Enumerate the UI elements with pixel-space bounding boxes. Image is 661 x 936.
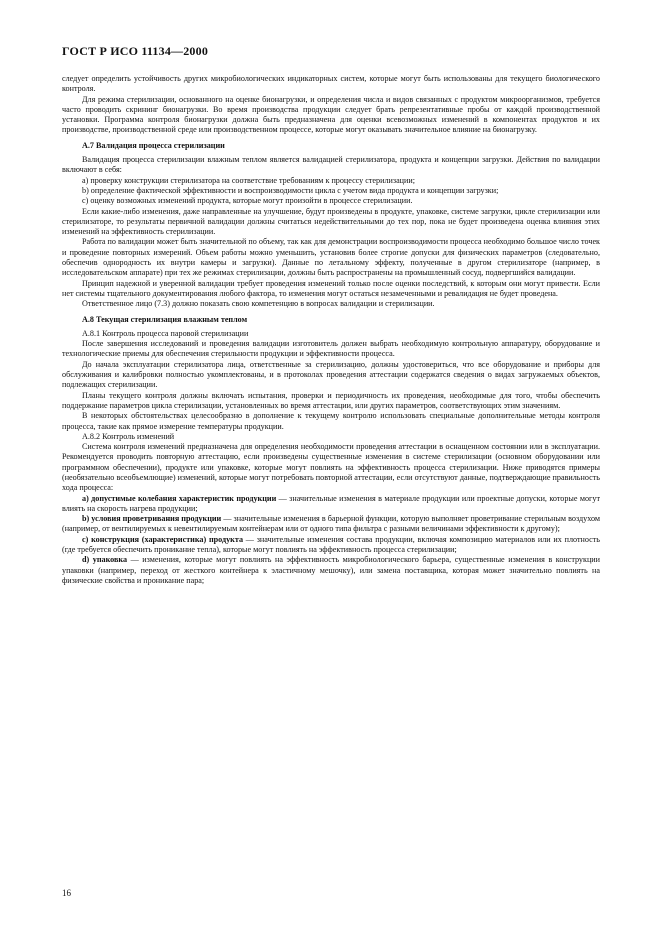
list-item-label: c) конструкция (характеристика) продукта	[82, 534, 244, 544]
list-item	[62, 514, 600, 535]
document-header: ГОСТ Р ИСО 11134—2000	[62, 44, 209, 58]
paragraph: В некоторых обстоятельствах целесообразно в дополнение к текущему контролю использовать специальные дополнительные методы контроля процесса, такие как прямое измерение температуры продукции.	[62, 411, 600, 431]
list-item: a) проверку конструкции стерилизатора на соответствие требованиям к процессу стерилизации;	[82, 175, 415, 185]
paragraph: Валидация процесса стерилизации влажным теплом является валидацией стерилизатора, продукта и концепции загрузки. Действия по валидации включают в себя:	[62, 155, 600, 175]
paragraph: После завершения исследований и проведения валидации изготовитель должен выбрать необходимую контрольную аппаратуру, оборудование и технологические приемы для обеспечения стерильности продукции и эффективности процесса.	[62, 339, 600, 359]
list-item: c) оценку возможных изменений продукта, которые могут произойти в процессе стерилизации.	[82, 196, 413, 206]
list-item-text: — значительные изменения в барьерной функции, которую выполняет проветривание стерильным воздухом (например, от вентилируемых к невентилируемым контейнерам или от одного типа фильтра с разными величинами эффективности к другому);	[62, 514, 601, 534]
list-item-label: d) упаковка	[82, 555, 128, 565]
list-item	[62, 555, 600, 586]
paragraph: Работа по валидации может быть значительной по объему, так как для демонстрации воспроизводимости процесса необходимо большое число точек и проведение повторных измерений. Объем работы можно уменьшить, установив более строгие допуски для физических параметров (следовательно, обеспечив однородность их внутри камеры и загрузки). Данные по летальному эффекту, полученные в другом стерилизаторе (например, в исследовательском аппарате) при тех же режимах стерилизации, должны быть распространены на промышленный сосуд, подвергшийся валидации.	[62, 237, 600, 278]
section-heading-a7: А.7 Валидация процесса стерилизации	[82, 140, 225, 150]
subsection-heading: А.8.2 Контроль изменений	[82, 431, 175, 441]
paragraph: Принцип надежной и уверенной валидации требует проведения изменений только после оценки последствий, к которым они могут привести. Если нет системы тщательного документирования любого фактора, то изменения могут остаться незамеченными и ревалидация не будет проведена.	[62, 278, 600, 298]
paragraph: Ответственное лицо (7.3) должно показать свою компетенцию в вопросах валидации и стерилизации.	[82, 299, 435, 309]
list-item: b) определение фактической эффективности и воспроизводимости цикла с учетом вида продукта и концепции загрузки;	[82, 185, 499, 195]
paragraph: Если какие-либо изменения, даже направленные на улучшение, будут произведены в продукте, упаковке, системе загрузки, цикле стерилизации или стерилизаторе, то результаты первичной валидации должны считаться недействительными до тех пор, пока не будет произведена оценка влияния этих изменений на эффективность стерилизации.	[62, 206, 600, 237]
list-item-text: — значительные изменения в материале продукции или проектные допуски, которые могут влиять на скорость нагрева продукции;	[62, 493, 600, 513]
subsection-heading: А.8.1 Контроль процесса паровой стерилизации	[82, 328, 249, 338]
list-item-label: b) условия проветривания продукции	[82, 514, 222, 524]
list-item-text: — изменения, которые могут повлиять на эффективность микробиологического барьера, существенные изменения в конструкции упаковки (например, переход от жесткого контейнера к эластичному мешочку), или замена поставщика, которая может значительно повлиять на физические свойства и проникание пара;	[62, 555, 600, 585]
list-item-text: — значительные изменения состава продукции, включая композицию материалов или их плотность (где требуется обеспечить проникание тепла), которые могут повлиять на эффективность процесса стерилизации;	[62, 534, 601, 555]
list-item	[62, 535, 600, 556]
paragraph: Планы текущего контроля должны включать испытания, проверки и периодичность их проведения, необходимые для того, чтобы обеспечить поддержание параметров цикла стерилизации, установленных во время аттестации, или других параметров, соответствующих этим значениям.	[62, 390, 600, 410]
list-item	[62, 494, 600, 515]
paragraph: До начала эксплуатации стерилизатора лица, ответственные за стерилизацию, должны удостовериться, что все оборудование и приборы для обслуживания и калибровки полностью укомплектованы, и в протоколах проведения аттестации содержатся сведения о видах загружаемых объектов, подлежащих стерилизации.	[62, 359, 600, 390]
paragraph: Система контроля изменений предназначена для определения необходимости проведения аттестации в оснащенном состоянии или в эксплуатации. Рекомендуется проводить повторную аттестацию, если произведены существенные изменения в системе стерилизации (основном оборудовании или программном обеспечении), продукте или упаковке, которые могут повлиять на эффективность процесса стерилизации. Ниже приводятся примеры (необязательно всеобъемлющие) изменений, которые могут потребовать повторной аттестации, если отсутствуют данные, подтверждающие правильность хода процесса:	[62, 442, 600, 493]
section-heading-a8: А.8 Текущая стерилизация влажным теплом	[82, 314, 248, 324]
paragraph: Для режима стерилизации, основанного на оценке бионагрузки, и определения числа и видов связанных с продуктом микроорганизмов, требуется часто проводить скрининг бионагрузки. Во время производства продукции следует брать репрезентативные пробы от каждой производственной установки. Программа контроля бионагрузки должна быть предназначена для оценки всевозможных изменений в компонентах продуктов и их производстве, производственной среде или производственном процессе, которые могут оказывать значительное влияние на бионагрузку.	[62, 94, 600, 135]
list-item-label: a) допустимые колебания характеристик продукции	[82, 493, 277, 503]
page-number: 16	[62, 888, 71, 898]
document-body	[62, 74, 600, 586]
paragraph: следует определить устойчивость других микробиологических индикаторных систем, которые могут быть использованы для текущего биологического контроля.	[62, 74, 600, 94]
